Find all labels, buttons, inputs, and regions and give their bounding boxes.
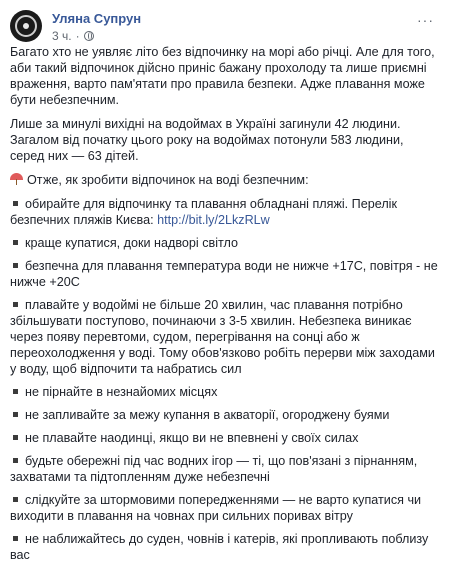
list-item-text: не плавайте наодинці, якщо ви не впевнені у своїх силах (25, 431, 359, 445)
post-stats: Лише за минулі вихідні на водоймах в Україні загинули 42 людини. Загалом від початку цього року на водоймах потонули 583 людини, серед них — 63 дітей. (10, 117, 404, 163)
list-item-text: не запливайте за межу купання в акваторії, огороджену буями (25, 408, 390, 422)
globe-icon (84, 31, 94, 41)
bullet-icon (13, 201, 18, 206)
more-options-icon[interactable]: ··· (417, 12, 434, 28)
post-time[interactable]: 3 ч. (52, 29, 72, 43)
author-name[interactable]: Уляна Супрун (52, 11, 142, 26)
avatar-dot (23, 23, 29, 29)
meta-separator: · (75, 29, 80, 43)
bullet-icon (13, 240, 18, 245)
safety-rules-list (10, 196, 438, 563)
list-item-text: не пірнайте в незнайомих місцях (25, 385, 218, 399)
list-item (10, 384, 438, 400)
list-item (10, 258, 438, 290)
bullet-icon (13, 263, 18, 268)
list-item-text: обирайте для відпочинку та плавання обладнані пляжі. Перелік безпечних пляжів Києва: (10, 197, 397, 227)
list-item (10, 492, 438, 524)
bullet-icon (13, 302, 18, 307)
post-lead (10, 172, 438, 188)
umbrella-icon (10, 173, 23, 185)
list-item (10, 235, 438, 251)
bullet-icon (13, 389, 18, 394)
list-item-text: будьте обережні під час водних ігор — ті, що пов'язані з пірнанням, захватами та підтопленням дуже небезпечні (10, 454, 418, 484)
list-item (10, 430, 438, 446)
bullet-icon (13, 458, 18, 463)
post-meta (52, 29, 94, 43)
post-body (10, 44, 438, 570)
bullet-icon (13, 435, 18, 440)
post-header (10, 10, 440, 43)
list-item-text: не наближайтесь до суден, човнів і катерів, які пропливають поблизу вас (10, 532, 429, 562)
list-item-text: слідкуйте за штормовими попередженнями — не варто купатися чи виходити в плавання на човнах при сильних поривах вітру (10, 493, 422, 523)
list-item-text: безпечна для плавання температура води не нижче +17С, повітря - не нижче +20С (10, 259, 438, 289)
post-intro: Багато хто не уявляє літо без відпочинку на морі або річці. Але для того, аби такий відпочинок дійсно приніс бажану прохолоду та лише приємні враження, варто пам'ятати про правила безпеки. Адже плавання може бути небезпечним. (10, 45, 435, 107)
post-lead-text: Отже, як зробити відпочинок на воді безпечним: (27, 173, 309, 187)
list-item (10, 297, 438, 377)
bullet-icon (13, 497, 18, 502)
list-item (10, 196, 438, 228)
beaches-link[interactable]: http://bit.ly/2LkzRLw (157, 213, 270, 227)
bullet-icon (13, 412, 18, 417)
list-item-text: плавайте у водоймі не більше 20 хвилин, час плавання потрібно збільшувати поступово, починаючи з 3-5 хвилин. Небезпека виникає через появу перевтоми, судом, перегрівання на сонці або ж переохолодження у воді. Тому обов'язково робіть перерви між заходами у воду, щоб відпочити та набратись сил (10, 298, 435, 376)
list-item (10, 407, 438, 423)
list-item-text: краще купатися, доки надворі світло (25, 236, 238, 250)
list-item (10, 531, 438, 563)
list-item (10, 453, 438, 485)
avatar[interactable] (10, 10, 42, 42)
bullet-icon (13, 536, 18, 541)
